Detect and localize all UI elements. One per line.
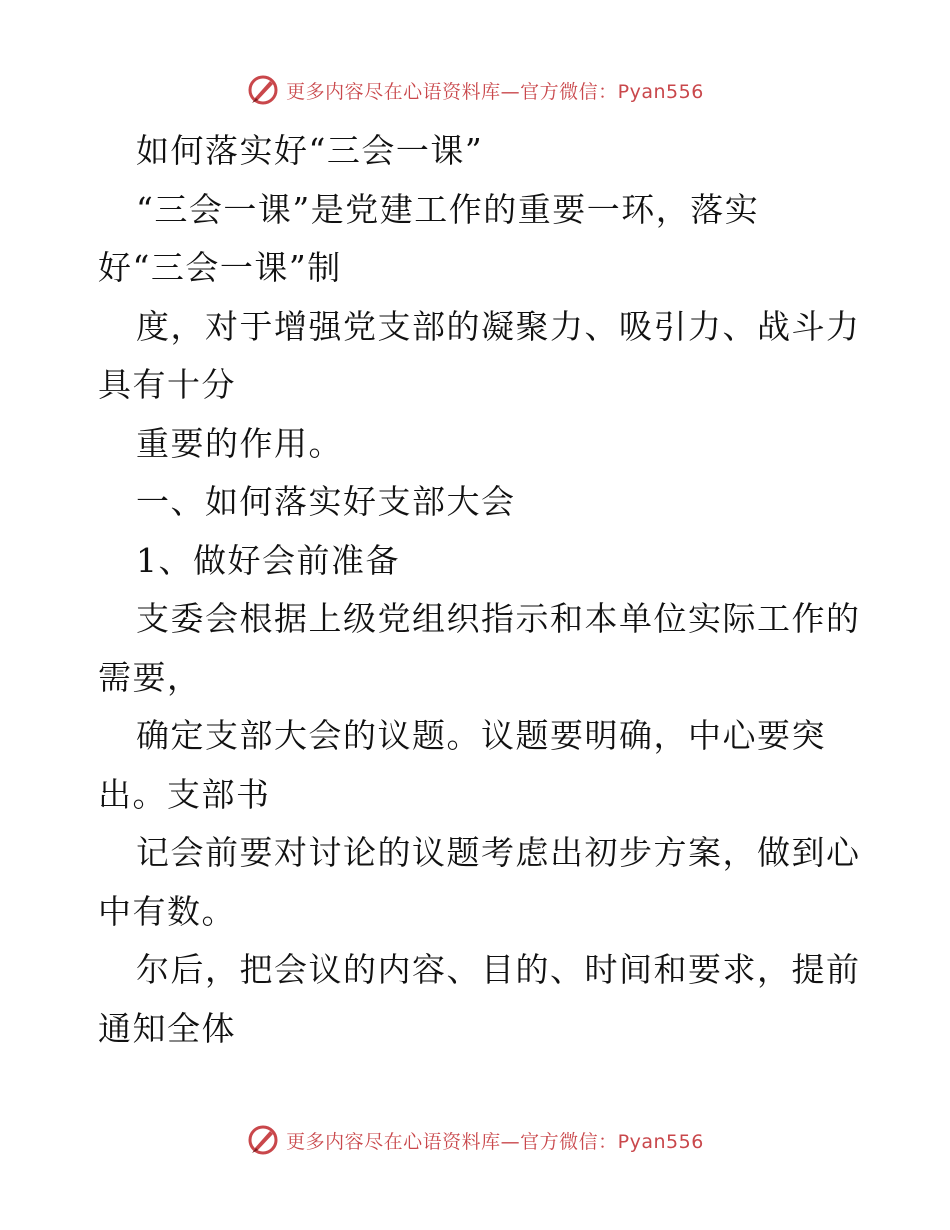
footer-banner-text: 更多内容尽在心语资料库—官方微信：Pyan556 [286, 1130, 704, 1153]
paragraph-line: 记会前要对讨论的议题考虑出初步方案，做到心 [136, 833, 861, 872]
document-title: 如何落实好“三会一课” [136, 131, 484, 170]
header-banner [0, 70, 950, 110]
subsection-heading: 1、做好会前准备 [136, 540, 400, 580]
paragraph-line: 通知全体 [98, 1008, 236, 1048]
paragraph-line: 出。支部书 [98, 774, 271, 814]
paragraph-line: 支委会根据上级党组织指示和本单位实际工作的 [136, 599, 861, 638]
paragraph-line: 需要， [98, 657, 202, 697]
paragraph-line: 尔后，把会议的内容、目的、时间和要求，提前 [136, 950, 861, 989]
paragraph-line: 好“三会一课”制 [98, 248, 342, 287]
paragraph-line: 具有十分 [98, 365, 236, 404]
section-heading: 一、如何落实好支部大会 [136, 482, 516, 521]
header-banner-text: 更多内容尽在心语资料库—官方微信：Pyan556 [286, 80, 704, 103]
document-body [98, 122, 861, 1058]
paragraph-line: 确定支部大会的议题。议题要明确，中心要突 [136, 716, 826, 755]
paragraph-line: 度，对于增强党支部的凝聚力、吸引力、战斗力 [136, 306, 861, 346]
quill-circle-logo-icon [246, 73, 280, 107]
paragraph-line: 重要的作用。 [136, 423, 343, 463]
footer-banner [0, 1120, 950, 1160]
paragraph-line: 中有数。 [98, 891, 236, 931]
quill-circle-logo-icon [246, 1123, 280, 1157]
paragraph-line: “三会一课”是党建工作的重要一环，落实 [136, 189, 760, 229]
